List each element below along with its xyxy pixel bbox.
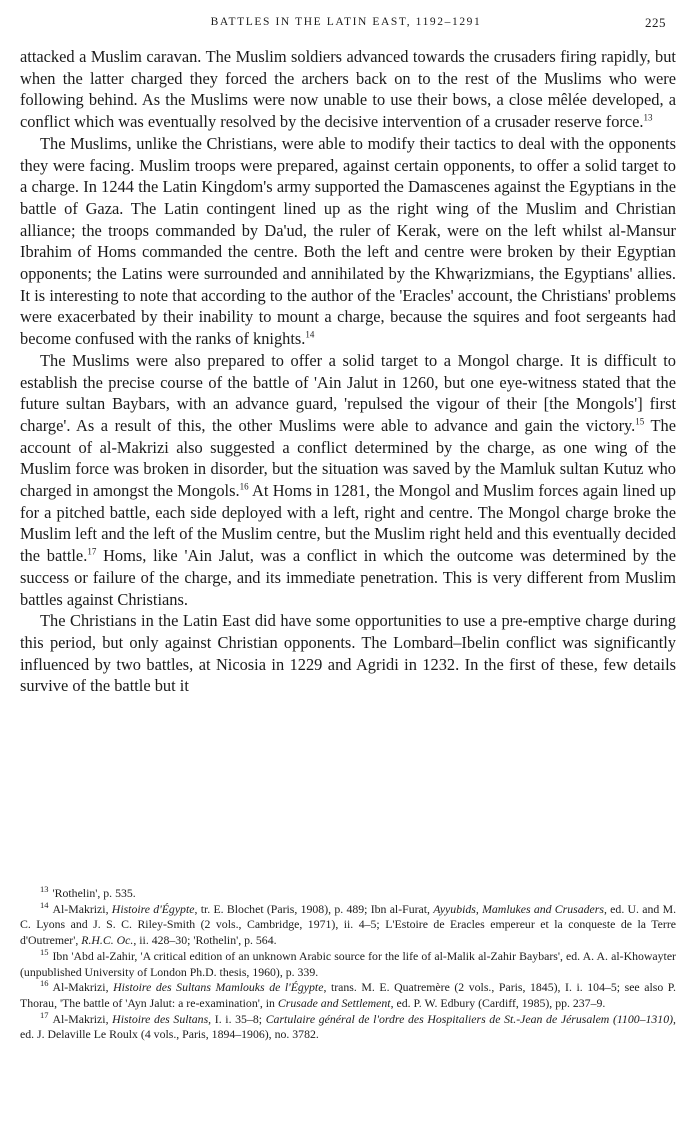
body-text: [20, 46, 676, 697]
footnote-title: Cartulaire général de l'ordre des Hospitaliers de St.-Jean de Jérusalem (1100–1310): [265, 1011, 674, 1026]
footnote-text: 'Rothelin', p. 535.: [52, 886, 136, 900]
footnote-text: , tr. E. Blochet (Paris, 1908), p. 489; Ibn al-Furat,: [194, 901, 434, 916]
body-paragraph: [20, 610, 676, 697]
footnote-number: 16: [40, 978, 49, 989]
footnote-text: , I. i. 35–8;: [208, 1011, 266, 1026]
footnote-title: Histoire d'Égypte: [111, 901, 195, 916]
footnote-reference: 14: [305, 329, 315, 340]
paragraph-text: attacked a Muslim caravan. The Muslim soldiers advanced towards the crusaders firing rapidly, but when the latter charged they forced the archers back on to the rest of the Muslims who were following behind. As the Muslims were now unable to use their bows, a close mêlée developed, a conflict which was eventually resolved by the decisive intervention of a crusader reserve force.: [20, 47, 676, 132]
footnote: [20, 1009, 676, 1043]
footnote-number: 13: [40, 884, 49, 895]
footnote-title: Ayyubids, Mamlukes and Crusaders: [433, 901, 604, 916]
paragraph-text: The account of al-Makrizi also suggested a conflict determined by the charge, as one wing of the Muslim force was broken in disorder, but the situation was saved by the Mamluk sultan Kutuz who charged in amongst the Mongols.: [20, 415, 676, 501]
footnote-text: , ed. P. W. Edbury (Cardiff, 1985), pp. 237–9.: [390, 995, 606, 1010]
footnote-number: 14: [40, 899, 49, 910]
paragraph-text: At Homs in 1281, the Mongol and Muslim forces again lined up for a pitched battle, each side deployed with a left, right and centre. The Mongol charge broke the Muslim left and the left of the Muslim centre, but the Muslim right held and this eventually decided the battle.: [20, 481, 676, 566]
footnote-text: Al-Makrizi,: [52, 901, 112, 916]
footnote-reference: 13: [643, 112, 653, 123]
footnote-text: , ii. 428–30; 'Rothelin', p. 564.: [133, 933, 277, 948]
footnote-text: , ed. U. and M. C. Lyons and J. S. C. Riley-Smith (2 vols., Cambridge, 1971), ii. 4–5; L'Estoire de Eracles empereur et la conqueste de la Terre d'Outremer',: [20, 901, 677, 948]
body-paragraph: [20, 133, 676, 350]
footnote-text: , trans. M. E. Quatremère (2 vols., Paris, 1845), I. i. 104–5; see also P. Thorau, 'The battle of 'Ayn Jalut: a re-examination', in: [20, 980, 677, 1010]
footnote-number: 15: [40, 946, 49, 957]
footnote-reference: 16: [239, 481, 249, 492]
footnote-title: Crusade and Settlement: [277, 995, 391, 1010]
footnote-text: Ibn 'Abd al-Zahir, 'A critical edition of an unknown Arabic source for the life of al-Malik al-Zahir Baybars', ed. A. A. al-Khowayter (unpublished University of London Ph.D. thesis, 1960), p. 339.: [20, 948, 676, 979]
footnote-text: Al-Makrizi,: [52, 980, 114, 995]
footnote-number: 17: [40, 1009, 49, 1020]
running-title: BATTLES IN THE LATIN EAST, 1192–1291: [210, 16, 482, 28]
footnote-title: Histoire des Sultans Mamlouks de l'Égypte: [113, 980, 324, 995]
footnote-reference: 15: [635, 416, 645, 427]
footnote: [20, 980, 676, 1011]
paragraph-text: The Muslims, unlike the Christians, were able to modify their tactics to deal with the opponents they were facing. Muslim troops were prepared, against certain opponents, to offer a solid target to a charge. In 1244 the Latin Kingdom's army supported the Damascenes against the Egyptians in the battle of Gaza. The Latin contingent lined up as the right wing of the Muslim and Christian alliance; the troops commanded by Da'ud, the ruler of Kerak, were on the left whilst al-Mansur Ibrahim of Homs commanded the centre. Both the left and centre were broken by their Egyptian opponents; the Latins were surrounded and annihilated by the Khwạrizmians, the Egyptians' allies. It is interesting to note that according to the author of the 'Eracles' account, the Christians' problems were exacerbated by their inability to mount a charge, because the squires and foot sergeants had become confused with the ranks of knights.: [20, 133, 676, 349]
footnote-text: Al-Makrizi,: [52, 1011, 113, 1026]
footnotes: [20, 886, 676, 1043]
footnote-text: , ed. J. Delaville Le Roulx (4 vols., Paris, 1894–1906), no. 3782.: [20, 1011, 676, 1042]
body-paragraph: [20, 46, 676, 133]
paragraph-text: The Christians in the Latin East did have some opportunities to use a pre-emptive charge during this period, but only against Christian opponents. The Lombard–Ibelin conflict was significantly influenced by two battles, at Nicosia in 1229 and Agridi in 1232. In the first of these, few details survive of the battle but it: [20, 611, 676, 696]
footnote: [20, 899, 677, 949]
running-head: [20, 16, 672, 36]
paragraph-text: The Muslims were also prepared to offer a solid target to a Mongol charge. It is difficult to establish the precise course of the battle of 'Ain Jalut in 1260, but one eye-witness stated that the future sultan Baybars, with an advance guard, 'repulsed the vigour of their [the Mongols'] first charge'. As a result of this, the other Muslims were able to advance and gain the victory.: [20, 350, 676, 435]
footnote-title: Histoire des Sultans: [112, 1011, 209, 1026]
body-paragraph: [20, 350, 676, 610]
footnote-title: R.H.C. Oc.: [81, 933, 134, 948]
footnote: [20, 886, 676, 902]
paragraph-text: Homs, like 'Ain Jalut, was a conflict in which the outcome was determined by the success or failure of the charge, and its immediate penetration. This is very different from Muslim battles against Christians.: [20, 546, 676, 609]
footnote-reference: 17: [87, 546, 97, 557]
page-number: 225: [645, 15, 666, 30]
footnote: [20, 946, 676, 980]
